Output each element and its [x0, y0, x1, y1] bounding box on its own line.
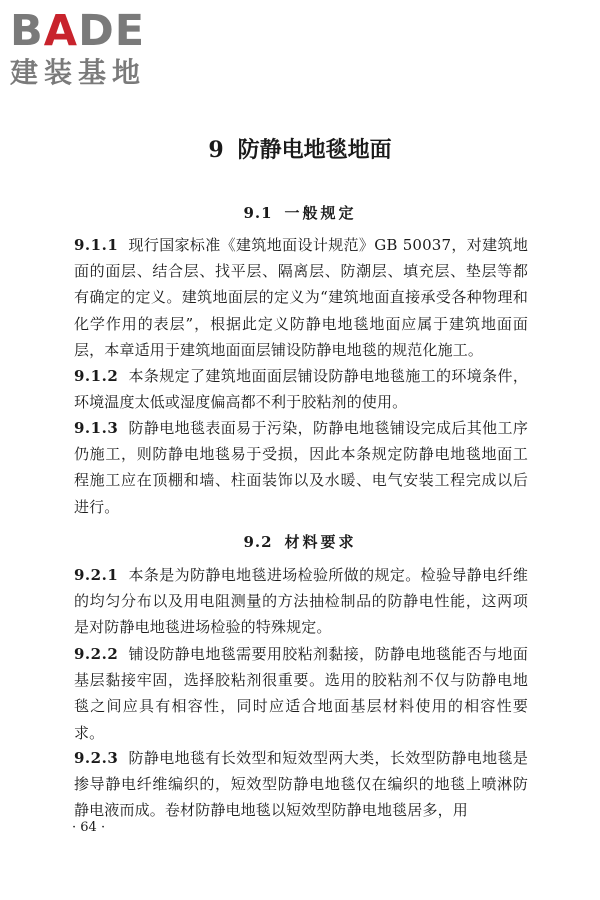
paragraph-text: 防静电地毯表面易于污染，防静电地毯铺设完成后其他工序仍施工，则防静电地毯易于受损，因此本条规定防静电地毯地面工程施工应在顶棚和墙、柱面装饰以及水暖、电气安装工程完成以后进行。: [74, 419, 528, 516]
chapter-title-text: 防静电地毯地面: [237, 137, 392, 163]
section-heading-9-2: 9.2 材料要求: [243, 533, 357, 551]
paragraph-9-1-2: [74, 363, 528, 415]
chapter-title: [0, 133, 600, 164]
paragraph-text: 铺设防静电地毯需要用胶粘剂黏接，防静电地毯能否与地面基层黏接牢固，选择胶粘剂很重要。选用的胶粘剂不仅与防静电地毯之间应具有相容性，同时应适合地面基层材料使用的相容性要求。: [74, 645, 528, 742]
brand-logo: [10, 6, 175, 90]
paragraph-number: 9.2.3: [74, 749, 119, 767]
paragraph-text: 本条规定了建筑地面面层铺设防静电地毯施工的环境条件，环境温度太低或湿度偏高都不利于胶粘剂的使用。: [74, 367, 528, 412]
paragraph-number: 9.2.1: [74, 566, 119, 584]
section-heading-9-1: 9.1 一般规定: [243, 204, 357, 222]
paragraph-9-2-1: [74, 562, 528, 641]
logo-wordmark: BADE: [10, 6, 146, 56]
chapter-number: 9: [208, 137, 224, 163]
paragraph-9-2-3: [74, 745, 528, 824]
logo-accent-letter: A: [43, 6, 79, 56]
paragraph-9-2-2: [74, 641, 528, 746]
paragraph-text: 本条是为防静电地毯进场检验所做的规定。检验导静电纤维的均匀分布以及用电阻测量的方法抽检制品的防静电性能，这两项是对防静电地毯进场检验的特殊规定。: [74, 566, 528, 637]
page-number: · 64 ·: [72, 820, 106, 835]
paragraph-number: 9.2.2: [74, 645, 119, 663]
logo-subtitle: 建装基地: [10, 56, 147, 89]
paragraph-9-1-1: [74, 232, 528, 363]
paragraph-text: 防静电地毯有长效型和短效型两大类，长效型防静电地毯是掺导静电纤维编织的，短效型防静电地毯仅在编织的地毯上喷淋防静电液而成。卷材防静电地毯以短效型防静电地毯居多，用: [74, 749, 528, 820]
paragraph-text: 现行国家标准《建筑地面设计规范》GB 50037，对建筑地面的面层、结合层、找平层、隔离层、防潮层、填充层、垫层等都有确定的定义。建筑地面层的定义为“建筑地面直接承受各种物理和化学作用的表层”，根据此定义防静电地毯地面应属于建筑地面面层，本章适用于建筑地面面层铺设防静电地毯的规范化施工。: [74, 236, 528, 359]
paragraph-number: 9.1.2: [74, 367, 119, 385]
paragraph-number: 9.1.3: [74, 419, 119, 437]
paragraph-9-1-3: [74, 415, 528, 520]
paragraph-number: 9.1.1: [74, 236, 119, 254]
